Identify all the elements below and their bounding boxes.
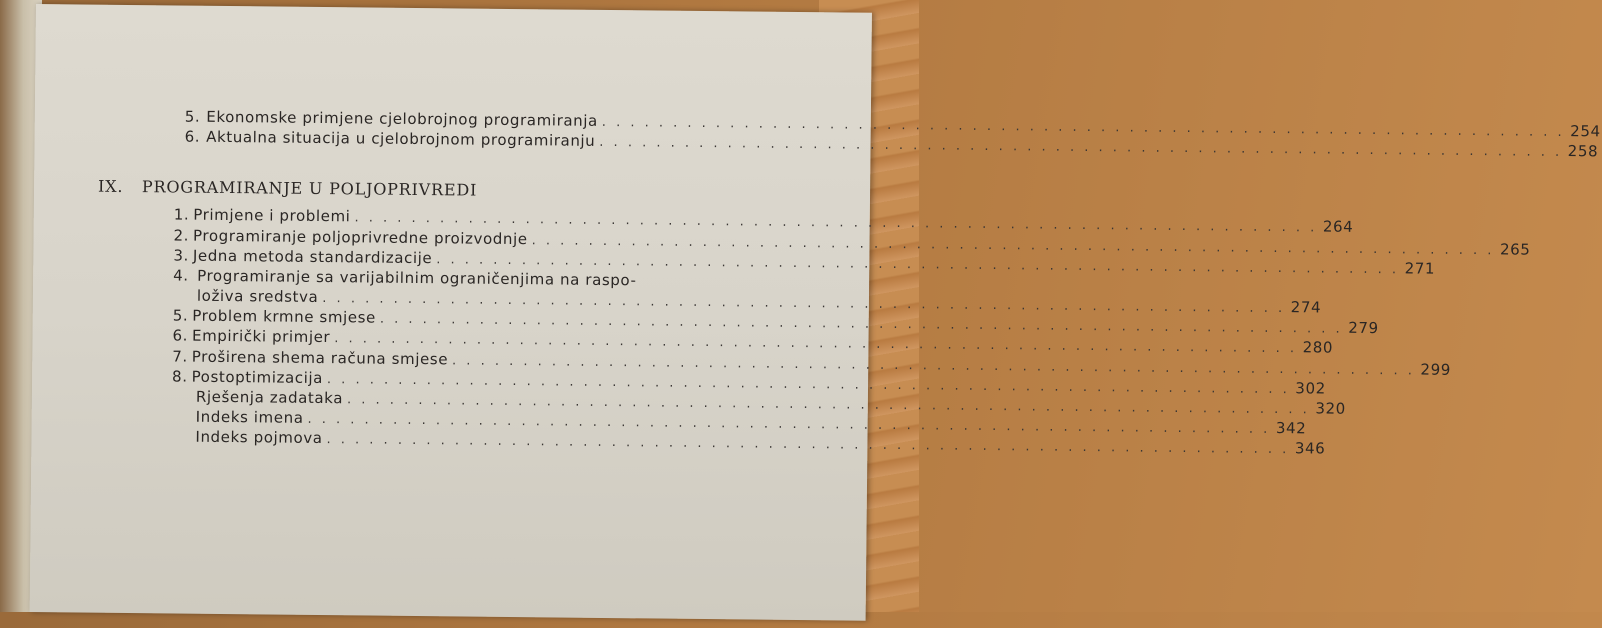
entry-number: 5. — [184, 107, 201, 126]
leader-dots: . . . . . . . . . . . . . . . . . . . . . . . . . . . . . . . . . . . . . . . . . . . . . . . . . . . . . . . . . . . . . . . . . . . . — [334, 331, 1298, 357]
entry-number: 4. — [173, 266, 189, 285]
entry-title: Empirički primjer — [191, 326, 331, 347]
leader-dots: . . . . . . . . . . . . . . . . . . . . . . . . . . . . . . . . . . . . . . . . . . . . . . . . . . . . . . . . . . . . . . . . . . . . — [379, 311, 1343, 337]
leader-dots: . . . . . . . . . . . . . . . . . . . . . . . . . . . . . . . . . . . . . . . . . . . . . . . . . . . . . . . . . . . . . . . . . . . . — [354, 210, 1318, 236]
entry-title: Programiranje poljoprivredne proizvodnje — [193, 226, 528, 249]
entry-number: 7. — [172, 347, 188, 366]
entry-page-number: 254 — [1570, 122, 1601, 141]
entry-page-number: 302 — [1295, 379, 1326, 398]
entry-title: Jedna metoda standardizacije — [192, 246, 433, 268]
leader-dots: . . . . . . . . . . . . . . . . . . . . . . . . . . . . . . . . . . . . . . . . . . . . . . . . . . . . . . . . . . . . . . . . . . . . — [346, 392, 1310, 418]
entry-page-number: 342 — [1275, 419, 1307, 438]
entry-number: 6. — [184, 127, 201, 146]
entry-title: Indeks imena — [195, 407, 304, 427]
entry-title: Postoptimizacija — [191, 367, 324, 388]
entry-page-number: 265 — [1499, 240, 1531, 259]
chapter-title: PROGRAMIRANJE U POLJOPRIVREDI — [141, 177, 478, 200]
entry-page-number: 271 — [1404, 259, 1436, 278]
entry-title: Indeks pojmova — [195, 427, 323, 448]
leader-dots: . . . . . . . . . . . . . . . . . . . . . . . . . . . . . . . . . . . . . . . . . . . . . . . . . . . . . . . . . . . . . . . . . . . . — [452, 353, 1415, 379]
leader-dots: . . . . . . . . . . . . . . . . . . . . . . . . . . . . . . . . . . . . . . . . . . . . . . . . . . . . . . . . . . . . . . . . . . . . — [322, 291, 1286, 317]
entry-page-number: 279 — [1348, 318, 1379, 338]
entry-title: Rješenja zadataka — [195, 387, 344, 408]
book-page — [30, 4, 1601, 621]
entry-title: Proširena shema računa smjese — [191, 347, 449, 369]
entry-page-number: 264 — [1322, 217, 1354, 236]
leader-dots: . . . . . . . . . . . . . . . . . . . . . . . . . . . . . . . . . . . . . . . . . . . . . . . . . . . . . . . . . . . . . . . . . . . . — [307, 411, 1271, 437]
entry-page-number: 320 — [1315, 399, 1346, 418]
entry-page-number: 274 — [1290, 298, 1322, 317]
leader-dots: . . . . . . . . . . . . . . . . . . . . . . . . . . . . . . . . . . . . . . . . . . . . . . . . . . . . . . . . . . . . . . . . . . . . — [599, 134, 1563, 160]
chapter-heading — [98, 177, 477, 200]
entry-page-number: 299 — [1420, 360, 1452, 379]
entry-number: 5. — [172, 306, 189, 325]
chapter-number: IX. — [97, 176, 124, 196]
leader-dots: . . . . . . . . . . . . . . . . . . . . . . . . . . . . . . . . . . . . . . . . . . . . . . . . . . . . . . . . . . . . . . . . . . . . — [326, 432, 1290, 458]
entry-page-number: 346 — [1294, 439, 1326, 458]
leader-dots: . . . . . . . . . . . . . . . . . . . . . . . . . . . . . . . . . . . . . . . . . . . . . . . . . . . . . . . . . . . . . . . . . . . . — [326, 372, 1290, 398]
leader-dots: . . . . . . . . . . . . . . . . . . . . . . . . . . . . . . . . . . . . . . . . . . . . . . . . . . . . . . . . . . . . . . . . . . . . — [531, 233, 1495, 259]
entry-title: Ekonomske primjene cjelobrojnog programiranja — [206, 107, 598, 130]
entry-title: Problem krmne smjese — [192, 306, 377, 327]
entry-title: Primjene i problemi — [193, 205, 351, 226]
entry-title-continuation: loživa sredstva — [196, 286, 319, 306]
entry-number: 6. — [172, 326, 189, 345]
leader-dots: . . . . . . . . . . . . . . . . . . . . . . . . . . . . . . . . . . . . . . . . . . . . . . . . . . . . . . . . . . . . . . . . . . . . — [601, 114, 1565, 141]
entry-number: 2. — [173, 226, 190, 245]
entry-number: 8. — [172, 367, 188, 386]
entry-title: Aktualna situacija u cjelobrojnom programiranju — [206, 127, 596, 150]
leader-dots: . . . . . . . . . . . . . . . . . . . . . . . . . . . . . . . . . . . . . . . . . . . . . . . . . . . . . . . . . . . . . . . . . . . . — [436, 252, 1400, 278]
entry-page-number: 258 — [1567, 142, 1599, 161]
entry-number: 1. — [173, 205, 190, 224]
entry-number: 3. — [173, 246, 189, 265]
entry-page-number: 280 — [1302, 338, 1334, 357]
entry-title: Programiranje sa varijabilnim ograničenjima na raspo- — [197, 266, 637, 290]
